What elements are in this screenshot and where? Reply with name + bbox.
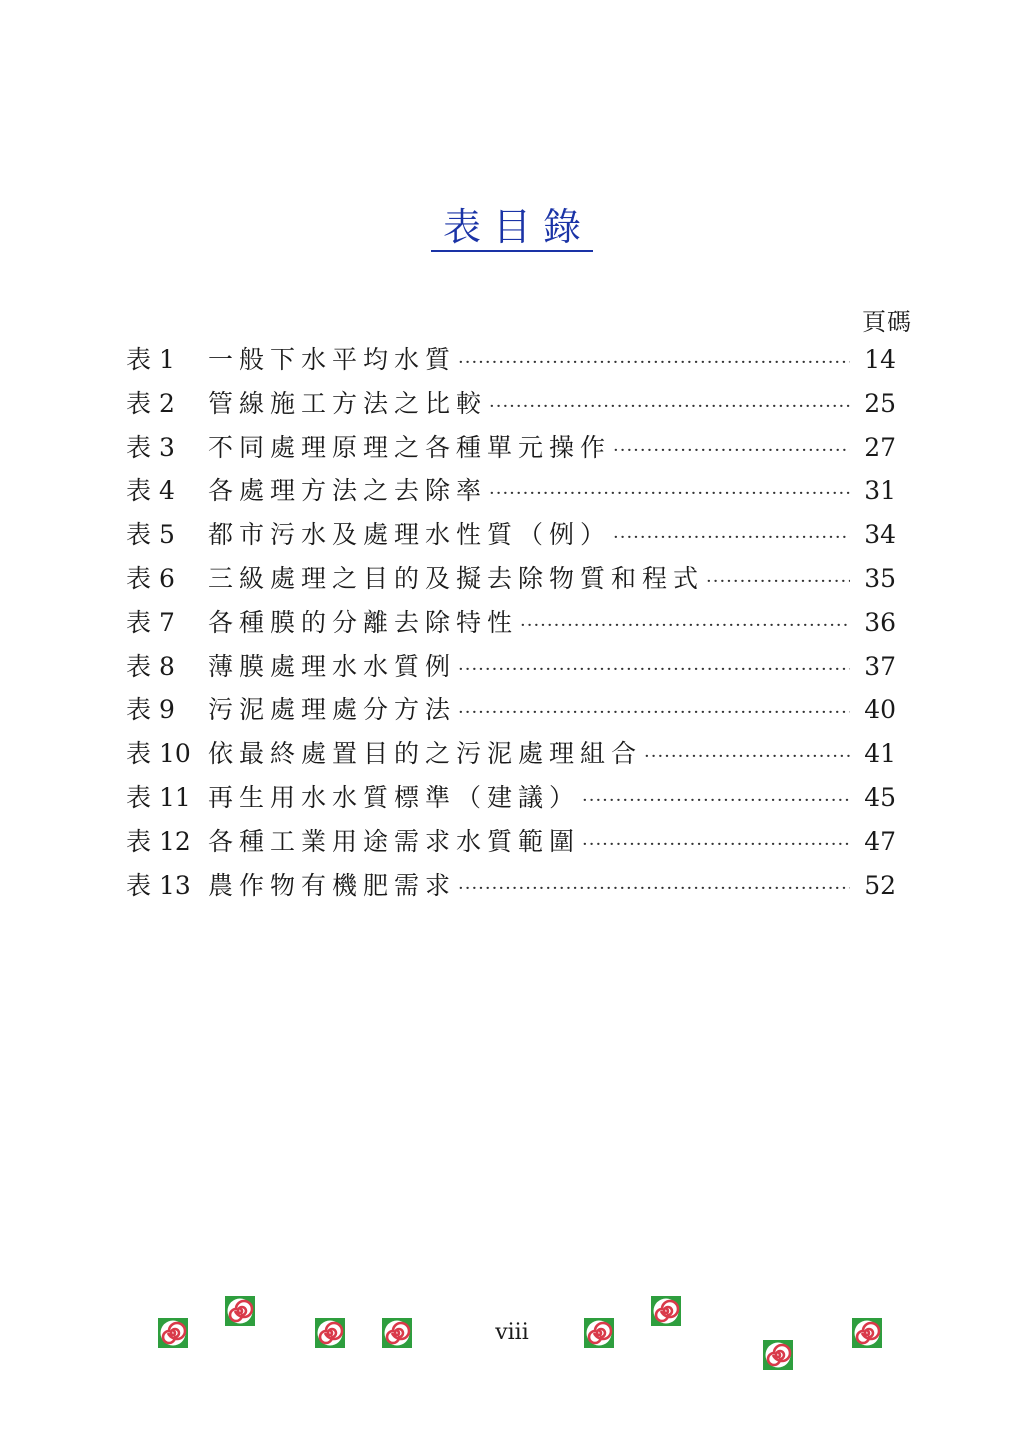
toc-entry-title: 各種工業用途需求水質範圍 [208, 826, 581, 856]
dot-leader [520, 615, 850, 636]
toc-entry-title: 三級處理之目的及擬去除物質和程式 [208, 563, 705, 593]
dot-leader [458, 352, 850, 373]
swirl-icon [158, 1318, 188, 1348]
toc-entry-page: 35 [864, 563, 896, 593]
swirl-icon [852, 1318, 882, 1348]
toc-entry[interactable] [126, 690, 896, 734]
toc-entry[interactable] [126, 515, 896, 559]
toc-entry[interactable] [126, 384, 896, 428]
toc-entry-number: 表 4 [126, 476, 175, 506]
toc-entry-page: 47 [864, 826, 896, 856]
toc-entry-number: 表 8 [126, 651, 175, 681]
toc-entry-title: 管線施工方法之比較 [208, 388, 488, 418]
toc-entry-number: 表 13 [126, 870, 191, 900]
dot-leader [644, 746, 850, 767]
toc-entry[interactable] [126, 428, 896, 472]
page-title-text: 表目錄 [431, 204, 593, 252]
toc-entry-number: 表 5 [126, 520, 175, 550]
toc-entry-page: 37 [864, 651, 896, 681]
dot-leader [613, 440, 850, 461]
toc-entry[interactable] [126, 340, 896, 384]
toc-entry-number: 表 6 [126, 563, 175, 593]
swirl-icon [763, 1340, 793, 1370]
toc-entry-title: 一般下水平均水質 [208, 345, 457, 374]
toc-entry-page: 45 [864, 782, 896, 812]
toc-entry[interactable] [126, 647, 896, 691]
toc-entry-page: 25 [864, 388, 896, 418]
dot-leader [582, 834, 850, 855]
toc-entry[interactable] [126, 822, 896, 866]
toc-entry[interactable] [126, 778, 896, 822]
toc-entry-title: 不同處理原理之各種單元操作 [208, 432, 612, 462]
dot-leader [489, 396, 850, 417]
toc-entry-title: 依最終處置目的之污泥處理組合 [208, 739, 643, 769]
swirl-icon [651, 1296, 681, 1326]
swirl-icon [225, 1296, 255, 1326]
toc-entry-page: 14 [864, 345, 896, 374]
toc-entry-title: 都市污水及處理水性質（例） [208, 520, 612, 550]
toc-entry[interactable] [126, 866, 896, 910]
toc-entry-number: 表 2 [126, 388, 175, 418]
toc-entry-number: 表 1 [126, 345, 175, 374]
toc-entry-number: 表 10 [126, 739, 191, 769]
toc-entry-title: 農作物有機肥需求 [208, 870, 457, 900]
page-title [0, 204, 1024, 252]
toc-entry-page: 34 [864, 520, 896, 550]
toc-entry-page: 41 [864, 739, 896, 769]
swirl-icon [584, 1318, 614, 1348]
swirl-icon [382, 1318, 412, 1348]
toc-entry-number: 表 12 [126, 826, 191, 856]
toc-entry-number: 表 3 [126, 432, 175, 462]
dot-leader [613, 527, 850, 548]
toc-entry[interactable] [126, 471, 896, 515]
toc-entry-title: 再生用水水質標準（建議） [208, 782, 581, 812]
dot-leader [458, 659, 850, 680]
toc-entry-page: 27 [864, 432, 896, 462]
toc-entry-number: 表 11 [126, 782, 191, 812]
swirl-icon [315, 1318, 345, 1348]
toc-entry[interactable] [126, 559, 896, 603]
toc-entry-page: 36 [864, 607, 896, 637]
dot-leader [489, 483, 850, 504]
toc-entry-title: 各種膜的分離去除特性 [208, 607, 519, 637]
toc-entry-title: 薄膜處理水水質例 [208, 651, 457, 681]
dot-leader [706, 571, 850, 592]
toc-entry-number: 表 7 [126, 607, 175, 637]
toc-entry-page: 52 [864, 870, 896, 900]
page-number: viii [495, 1320, 529, 1345]
toc-entry-title: 各處理方法之去除率 [208, 476, 488, 506]
toc-entry-title: 污泥處理處分方法 [208, 695, 457, 725]
toc-entry-page: 31 [864, 476, 896, 506]
dot-leader [582, 790, 850, 811]
toc-entry[interactable] [126, 734, 896, 778]
dot-leader [458, 878, 850, 899]
dot-leader [458, 702, 850, 723]
toc-entry-number: 表 9 [126, 695, 175, 725]
toc-entry-page: 40 [864, 695, 896, 725]
page-column-header: 頁碼 [862, 308, 912, 336]
table-of-contents [126, 340, 896, 909]
toc-entry[interactable] [126, 603, 896, 647]
